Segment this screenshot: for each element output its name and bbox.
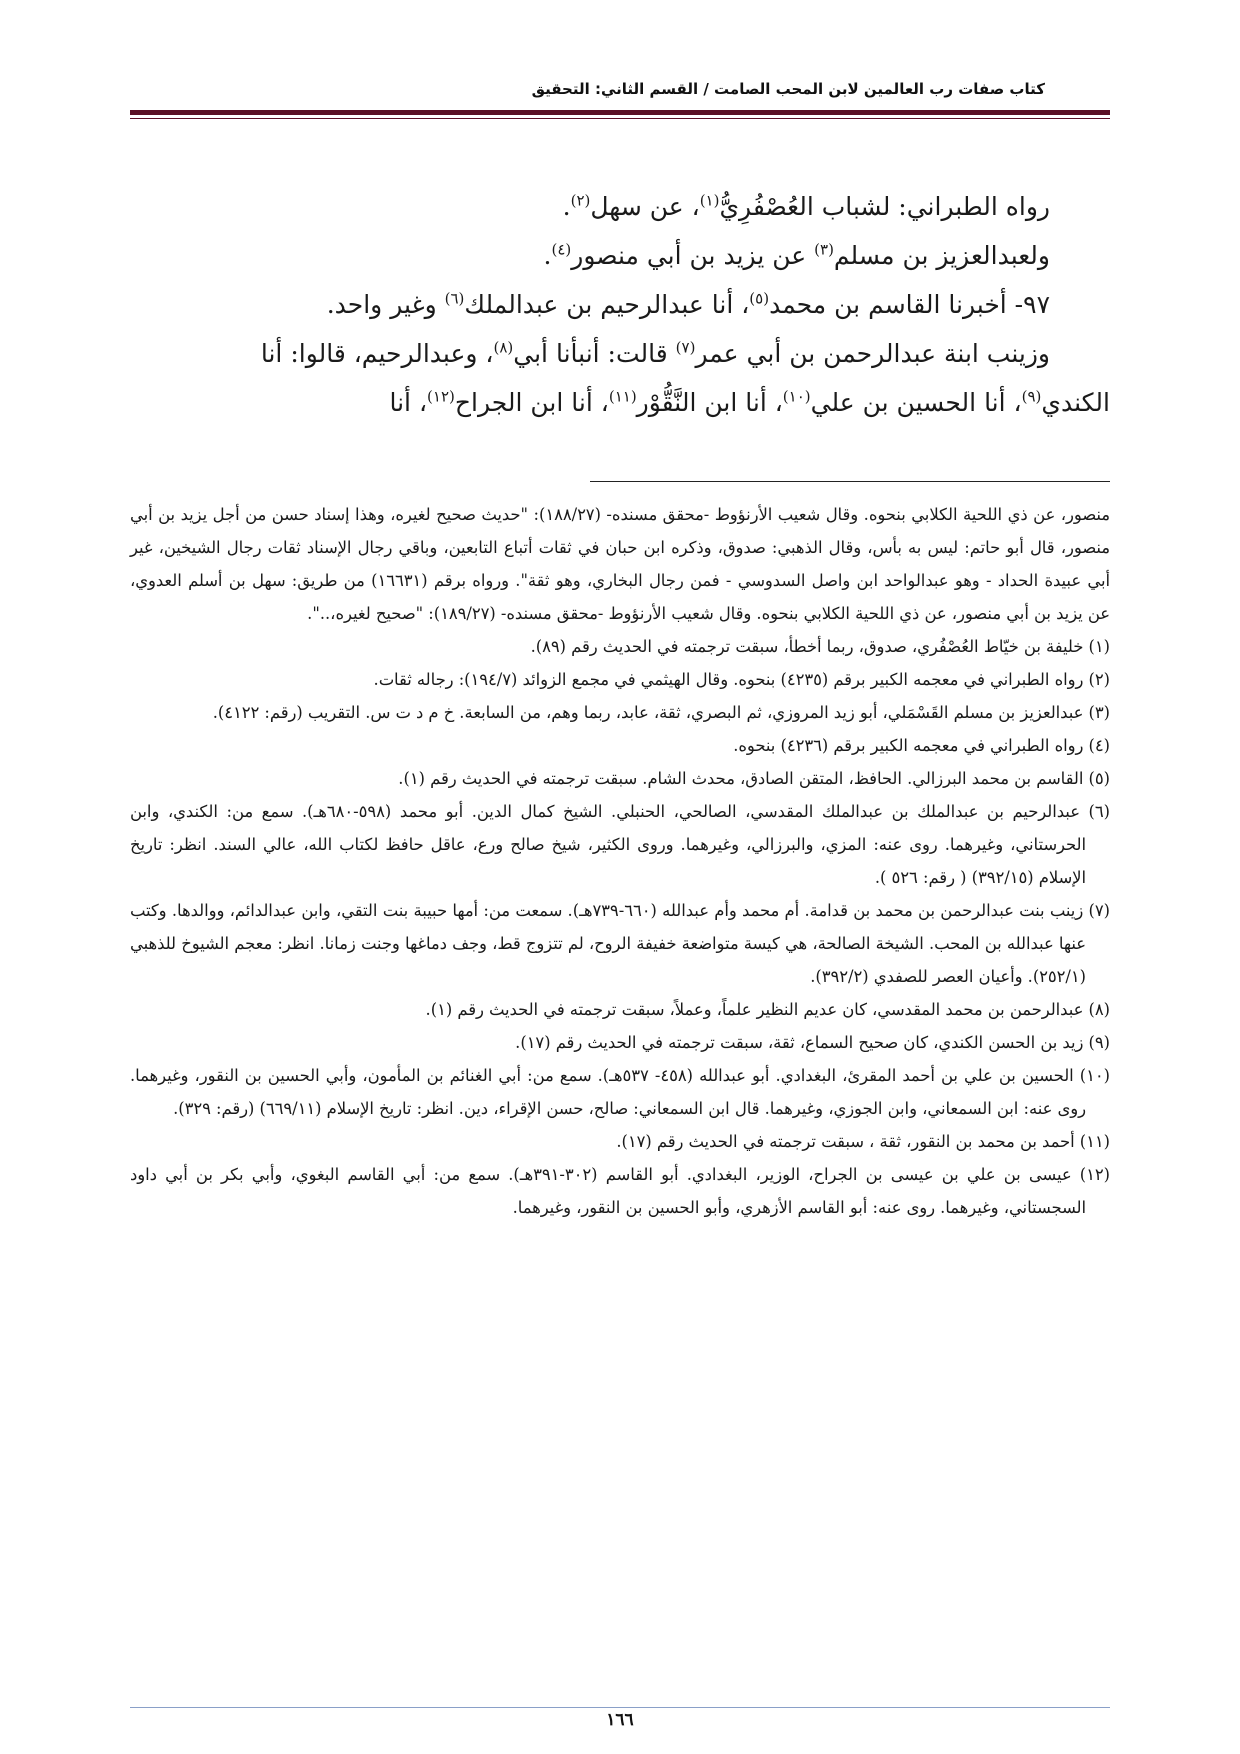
footnote-marker: (٩)	[1021, 387, 1042, 406]
footnote-continuation: منصور، عن ذي اللحية الكلابي بنحوه. وقال شعيب الأرنؤوط -محقق مسنده- (١٨٨/٢٧): "حديث صحيح لغيره، وهذا إسناد حسن من أجل يزيد بن أبي منصور، قال أبو حاتم: ليس به بأس، وقال الذهبي: صدوق، وذكره ابن حبان في ثقات أتباع التابعين، وباقي رجال الإسناد ثقات رجال الشيخين، غير أبي عبيدة الحداد - وهو عبدالواحد ابن واصل السدوسي - فمن رجال البخاري، وهو ثقة". ورواه برقم (١٦٦٣١) من طريق: سهل بن أسلم العدوي، عن يزيد بن أبي منصور، عن ذي اللحية الكلابي بنحوه. وقال شعيب الأرنؤوط -محقق مسنده- (١٨٩/٢٧): "صحيح لغيره،..".	[130, 505, 1111, 623]
main-text-segment: .	[543, 241, 552, 270]
footnote-3: (٣) عبدالعزيز بن مسلم القَسْمَلي، أبو زيد المروزي، ثم البصري، ثقة، عابد، ربما وهم، من السابعة. خ م د ت س. التقريب (رقم: ٤١٢٢).	[212, 703, 1110, 722]
footnote-marker: (١٢)	[427, 387, 455, 406]
main-text-segment: وغير واحد.	[326, 290, 445, 319]
page-number: ١٦٦	[606, 1710, 634, 1730]
main-text-segment: ، أنا	[389, 388, 428, 417]
main-text-segment: .	[562, 192, 571, 221]
footnote-marker: (١)	[699, 191, 720, 210]
footnote-11: (١١) أحمد بن محمد بن النقور، ثقة ، سبقت ترجمته في الحديث رقم (١٧).	[616, 1132, 1110, 1151]
footnote-7: (٧) زينب بنت عبدالرحمن بن محمد بن قدامة. أم محمد وأم عبدالله (٦٦٠-٧٣٩هـ). سمعت من: أمها حبيبة بنت التقي، وابن عبدالدائم، ووالدها. وكتب عنها عبدالله بن المحب. الشيخة الصالحة، هي كيسة متواضعة خفيفة الروح، لم تتزوج قط، وجف دماغها وجنت زمانا. انظر: معجم الشيوخ للذهبي (٢٥٢/١). وأعيان العصر للصفدي (٣٩٢/٢).	[130, 901, 1110, 986]
main-line	[130, 329, 1110, 378]
main-text	[130, 182, 1110, 427]
footnote-marker: (٢)	[570, 191, 591, 210]
footnote-marker: (٣)	[814, 240, 834, 259]
footer-divider	[130, 1707, 1110, 1708]
footnote-marker: (٦)	[444, 289, 465, 308]
footnote-marker: (٤)	[551, 240, 572, 259]
main-line	[130, 182, 1110, 231]
page-header-title: كتاب صفات رب العالمين لابن المحب الصامت / القسم الثاني: التحقيق	[531, 80, 1045, 98]
main-text-segment: ، وعبدالرحيم، قالوا: أنا	[260, 339, 494, 368]
footnote-4: (٤) رواه الطبراني في معجمه الكبير برقم (٤٢٣٦) بنحوه.	[733, 736, 1110, 755]
main-text-segment: عن يزيد بن أبي منصور	[571, 241, 815, 270]
footnote-1: (١) خليفة بن خيّاط العُصْفُري، صدوق، ربما أخطأ، سبقت ترجمته في الحديث رقم (٨٩).	[530, 637, 1110, 656]
footnote-marker: (٨)	[493, 338, 514, 357]
footnote-10: (١٠) الحسين بن علي بن أحمد المقرئ، البغدادي. أبو عبدالله (٤٥٨- ٥٣٧هـ). سمع من: أبي الغنائم بن المأمون، وأبي الحسين بن النقور، وغيرهما. روى عنه: ابن السمعاني، وابن الجوزي، وغيرهما. قال ابن السمعاني: صالح، حسن الإقراء، دين. انظر: تاريخ الإسلام (٦٦٩/١١) (رقم: ٣٢٩).	[130, 1066, 1110, 1118]
footnotes	[130, 498, 1110, 1224]
main-text-segment: قالت: أنبأنا أبي	[513, 339, 676, 368]
main-line	[130, 231, 1110, 280]
hadith-97	[130, 280, 1110, 329]
main-line	[130, 378, 1110, 427]
footnote-6: (٦) عبدالرحيم بن عبدالملك بن عبدالملك المقدسي، الصالحي، الحنبلي. الشيخ كمال الدين. أبو محمد (٥٩٨-٦٨٠هـ). سمع من: الكندي، وابن الحرستاني، وغيرهما. روى عنه: المزي، والبرزالي، وغيرهما. وروى الكثير، شيخ صالح ورع، عاقل حافظ لكتاب الله، عالي السند. انظر: تاريخ الإسلام (٣٩٢/١٥) ( رقم: ٥٢٦ ).	[130, 802, 1110, 887]
footnote-5: (٥) القاسم بن محمد البرزالي. الحافظ، المتقن الصادق، محدث الشام. سبقت ترجمته في الحديث رقم (١).	[398, 769, 1110, 788]
main-text-segment: ، أنا الحسين بن علي	[810, 388, 1022, 417]
main-text-segment: ، أنا ابن النَّقُّوْر	[636, 388, 783, 417]
main-text-segment: ، أنا عبدالرحيم بن عبدالملك	[464, 290, 750, 319]
footnote-2: (٢) رواه الطبراني في معجمه الكبير برقم (٤٢٣٥) بنحوه. وقال الهيثمي في مجمع الزوائد (١٩٤/٧): رجاله ثقات.	[373, 670, 1110, 689]
header-divider	[130, 110, 1110, 115]
footnote-marker: (١٠)	[782, 387, 811, 406]
footnote-separator	[590, 481, 1110, 482]
footnote-marker: (١١)	[608, 387, 637, 406]
footnote-9: (٩) زيد بن الحسن الكندي، كان صحيح السماع، ثقة، سبقت ترجمته في الحديث رقم (١٧).	[515, 1033, 1110, 1052]
footnote-12: (١٢) عيسى بن علي بن عيسى بن الجراح، الوزير، البغدادي. أبو القاسم (٣٠٢-٣٩١هـ). سمع من: أبي القاسم البغوي، وأبي بكر بن أبي داود السجستاني، وغيرهما. روى عنه: أبو القاسم الأزهري، وأبو الحسين بن النقور، وغيرهما.	[130, 1165, 1110, 1217]
footnote-marker: (٥)	[749, 289, 770, 308]
main-text-segment: الكندي	[1041, 388, 1110, 417]
main-text-segment: ولعبدالعزيز بن مسلم	[833, 241, 1050, 270]
footnote-8: (٨) عبدالرحمن بن محمد المقدسي، كان عديم النظير علماً، وعملاً، سبقت ترجمته في الحديث رقم (١).	[425, 1000, 1110, 1019]
main-text-segment: ٩٧- أخبرنا القاسم بن محمد	[769, 290, 1050, 319]
header-divider-thin	[130, 118, 1110, 119]
footnote-marker: (٧)	[675, 338, 696, 357]
main-text-segment: رواه الطبراني: لشباب العُصْفُرِيُّ	[719, 192, 1050, 221]
main-text-segment: وزينب ابنة عبدالرحمن بن أبي عمر	[695, 339, 1050, 368]
main-text-segment: ، عن سهل	[590, 192, 700, 221]
main-text-segment: ، أنا ابن الجراح	[454, 388, 609, 417]
